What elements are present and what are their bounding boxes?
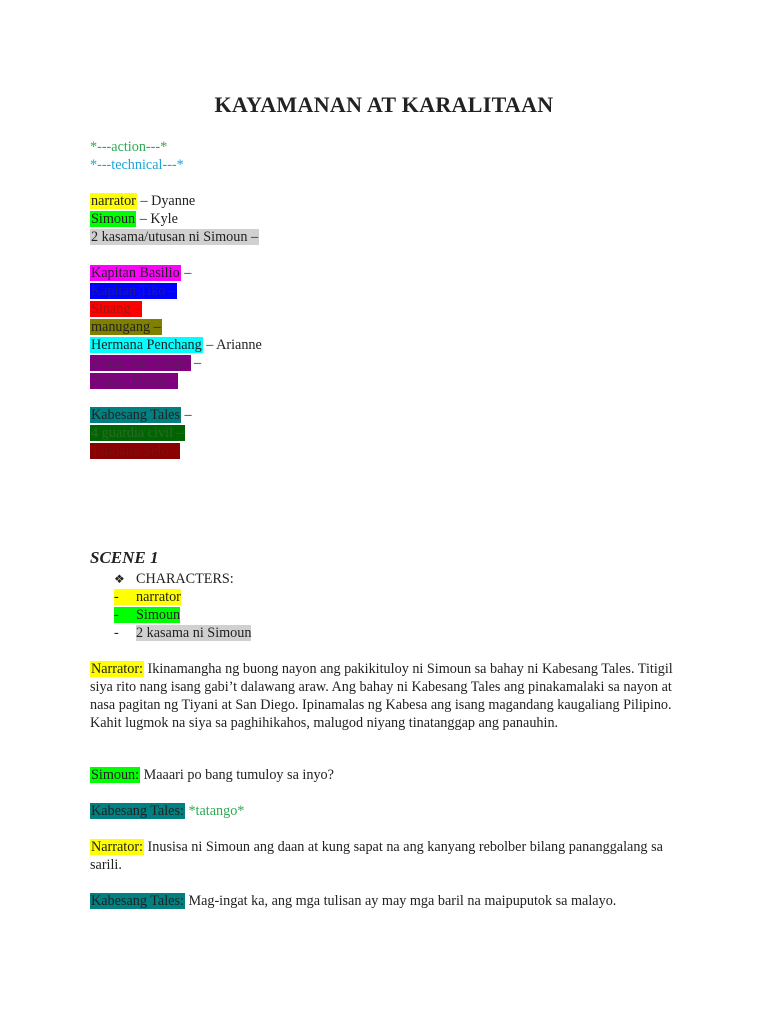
role-highlight: Hermana Penchang: [91, 337, 202, 353]
actor-name: –: [190, 355, 202, 371]
actor-name: –: [180, 265, 192, 281]
speaker-label: Narrator:: [91, 661, 143, 677]
dialogue-line: [90, 892, 680, 910]
speaker-label: Kabesang Tales:: [91, 893, 184, 909]
role-highlight: manugang –: [91, 319, 161, 335]
cast-kapitan-basilio: [90, 264, 191, 282]
characters-heading: [114, 570, 234, 588]
dialogue-line: [90, 660, 680, 732]
dash-bullet-icon: -: [114, 607, 119, 623]
actor-name: – Kyle: [136, 211, 178, 227]
cast-taga-tiyani: [90, 372, 178, 390]
stage-direction: *tatango*: [184, 803, 245, 819]
dash-bullet-icon: -: [114, 625, 119, 641]
cast-taga-san-diego: [90, 354, 201, 372]
cast-kabesang-tales: [90, 406, 192, 424]
dialogue-text: Maaari po bang tumuloy sa inyo?: [140, 767, 334, 783]
role-highlight: 4 guardia civil –: [91, 425, 184, 441]
document-title: KAYAMANAN AT KARALITAAN: [214, 92, 554, 117]
cast-guardia-civil: [90, 424, 185, 442]
actor-name: –: [180, 407, 192, 423]
actor-name: – Arianne: [202, 337, 262, 353]
scene-heading: SCENE 1: [90, 548, 159, 567]
characters-label: CHARACTERS:: [136, 571, 234, 587]
role-highlight: Kapitan Tiko –: [91, 283, 177, 299]
diamond-bullet-icon: ❖: [114, 572, 125, 586]
dialogue-text: Mag-ingat ka, ang mga tulisan ay may mga baril na maipuputok sa malayo.: [184, 893, 617, 909]
cast-manugang: [90, 318, 162, 336]
role-highlight: 3 taga-Tiyani –: [91, 373, 178, 389]
speaker-label: Kabesang Tales:: [91, 803, 184, 819]
role-highlight: Simoun: [91, 211, 136, 227]
list-item: [114, 606, 180, 624]
list-item: [114, 624, 251, 642]
dialogue-text: Ikinamangha ng buong nayon ang pakikituloy ni Simoun sa bahay ni Kabesang Tales. Titigil siya rito nang isang gabi’t dalawang araw. Ang bahay ni Kabesang Tales ang pinakamalaki sa nayon at nasa pagitan ng Tiyani at San Diego. Ipinamalas ng Kabesa ang isang magandang kaugaliang Pilipino. Kahit lugmok na siya sa paghihikahos, malugod niyang tinatanggap ang panauhin.: [90, 661, 673, 731]
role-highlight: narrator: [91, 193, 136, 209]
legend-action: *---action---*: [90, 139, 168, 155]
cast-kapitan-tiko: [90, 282, 177, 300]
role-highlight: 2 kasama/utusan ni Simoun –: [91, 229, 259, 245]
dialogue-line: [90, 802, 680, 820]
character-name: Simoun: [136, 607, 181, 623]
character-name: narrator: [136, 589, 181, 605]
role-highlight: Kapitan Basilio: [91, 265, 180, 281]
list-item: [114, 588, 181, 606]
role-highlight: Tandang Selo –: [91, 443, 180, 459]
role-highlight: 3 taga-San Diego: [91, 355, 190, 371]
role-highlight: Sinang –: [91, 301, 142, 317]
dash-bullet-icon: -: [114, 589, 119, 605]
cast-sinang: [90, 300, 142, 318]
cast-narrator: [90, 192, 195, 210]
legend-technical: *---technical---*: [90, 157, 184, 173]
dialogue-line: [90, 766, 680, 784]
role-highlight: Kabesang Tales: [91, 407, 180, 423]
speaker-label: Simoun:: [91, 767, 140, 783]
dialogue-line: [90, 838, 680, 874]
character-name: 2 kasama ni Simoun: [136, 625, 252, 641]
actor-name: – Dyanne: [136, 193, 196, 209]
dialogue-text: Inusisa ni Simoun ang daan at kung sapat na ang kanyang rebolber bilang pananggalang sa sarili.: [90, 839, 663, 873]
cast-hermana-penchang: [90, 336, 262, 354]
cast-tandang-selo: [90, 442, 180, 460]
speaker-label: Narrator:: [91, 839, 143, 855]
cast-kasama: [90, 228, 259, 246]
cast-simoun: [90, 210, 178, 228]
